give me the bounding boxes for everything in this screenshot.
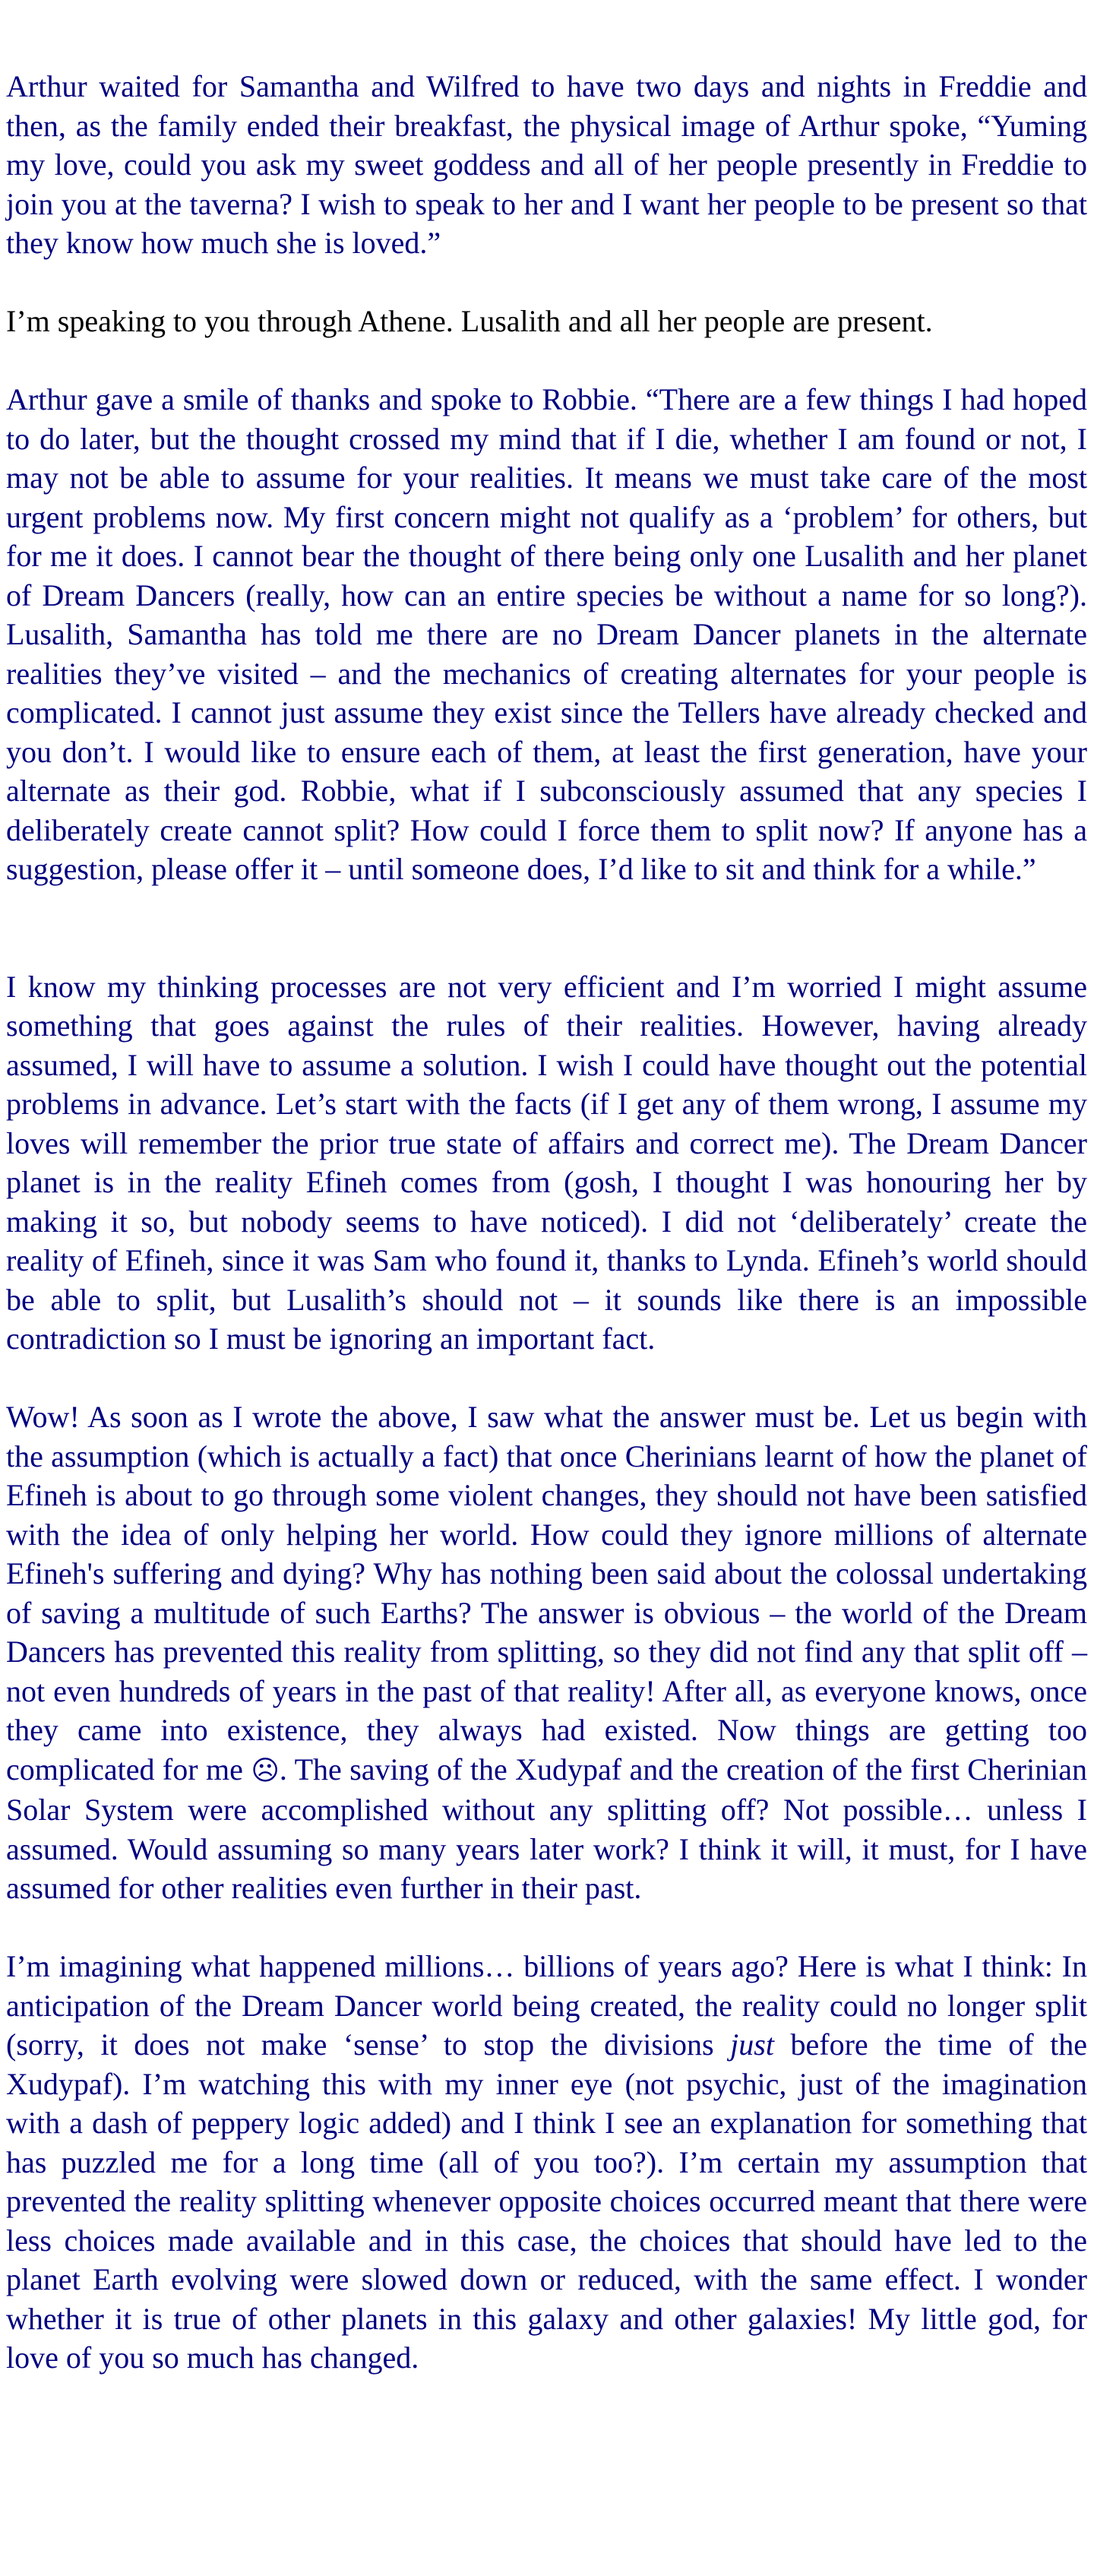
paragraph-text-before: I’m imagining what happened millions… billions of years ago? Here is what I think: In anticipation of the Dream Dancer world being created, the reality could no longer split (sorry, it does not make ‘sense’ to stop the divisions xyxy=(6,1949,1087,2062)
paragraph-text-before: Wow! As soon as I wrote the above, I saw what the answer must be. Let us begin with the assumption (which is actually a fact) that once Cherinians learnt of how the planet of Efineh is about to go through some violent changes, they should not have been satisfied with the idea of only helping her world. How could they ignore millions of alternate Efineh's suffering and dying? Why has nothing been said about the colossal undertaking of saving a multitude of such Earths? The answer is obvious – the world of the Dream Dancers has prevented this reality from splitting, so they did not find any that split off – not even hundreds of years in the past of that reality! After all, as everyone knows, once they came into existence, they always had existed. Now things are getting too complicated for me xyxy=(6,1400,1087,1786)
paragraph-thinking-processes: I know my thinking processes are not very efficient and I’m worried I might assume something that goes against the rules of their realities. However, having already assumed, I will have to assume a solution. I wish I could have thought out the potential problems in advance. Let’s start with the facts (if I get any of them wrong, I assume my loves will remember the prior true state of affairs and correct me). The Dream Dancer planet is in the reality Efineh comes from (gosh, I thought I was honouring her by making it so, but nobody seems to have noticed). I did not ‘deliberately’ create the reality of Efineh, since it was Sam who found it, thanks to Lynda. Efineh’s world should be able to split, but Lusalith’s should not – it sounds like there is an impossible contradiction so I must be ignoring an important fact. xyxy=(6,969,1087,1356)
paragraph-text-after: before the time of the Xudypaf). I’m watching this with my inner eye (not psychic, just of the imagination with a dash of peppery logic added) and I think I see an explanation for something that has puzzled me for a long time (all of you too?). I’m certain my assumption that prevented the reality splitting whenever opposite choices occurred meant that there were less choices made available and in this case, the choices that should have led to the planet Earth evolving were slowed down or reduced, with the same effect. I wonder whether it is true of other planets in this galaxy and other galaxies! My little god, for love of you so much has changed. xyxy=(6,2027,1088,2375)
sad-face-icon: ☹ xyxy=(251,1755,280,1786)
paragraph-athene-speaking: I’m speaking to you through Athene. Lusalith and all her people are present. xyxy=(6,304,933,338)
paragraph-spacer xyxy=(6,263,1087,302)
paragraph-spacer xyxy=(6,1908,1087,1948)
paragraph-imagining xyxy=(6,1947,1087,2378)
paragraph-spacer xyxy=(6,1359,1087,1398)
paragraph-arthur-waited: Arthur waited for Samantha and Wilfred to have two days and nights in Freddie and then, as the family ended their breakfast, the physical image of Arthur spoke, “Yuming my love, could you ask my sweet goddess and all of her people presently in Freddie to join you at the taverna? I wish to speak to her and I want her people to be present so that they know how much she is loved.” xyxy=(6,69,1087,260)
paragraph-text-after: . The saving of the Xudypaf and the creation of the first Cherinian Solar System were accomplished without any splitting off? Not possible… unless I assumed. Would assuming so many years later work? I think it will, it must, for I have assumed for other realities even further in their past. xyxy=(6,1752,1087,1905)
emphasis-just: just xyxy=(730,2027,774,2062)
paragraph-spacer xyxy=(6,341,1087,381)
paragraph-wow-answer xyxy=(6,1397,1087,1908)
section-spacer xyxy=(6,889,1087,967)
paragraph-arthur-robbie: Arthur gave a smile of thanks and spoke to Robbie. “There are a few things I had hoped to do later, but the thought crossed my mind that if I die, whether I am found or not, I may not be able to assume for your realities. It means we must take care of the most urgent problems now. My first concern might not qualify as a ‘problem’ for others, but for me it does. I cannot bear the thought of there being only one Lusalith and her planet of Dream Dancers (really, how can an entire species be without a name for so long?). Lusalith, Samantha has told me there are no Dream Dancer planets in the alternate realities they’ve visited – and the mechanics of creating alternates for your people is complicated. I cannot just assume they exist since the Tellers have already checked and you don’t. I would like to ensure each of them, at least the first generation, have your alternate as their god. Robbie, what if I subconsciously assumed that any species I deliberately create cannot split? How could I force them to split now? If anyone has a suggestion, please offer it – until someone does, I’d like to sit and think for a while.” xyxy=(6,382,1087,886)
